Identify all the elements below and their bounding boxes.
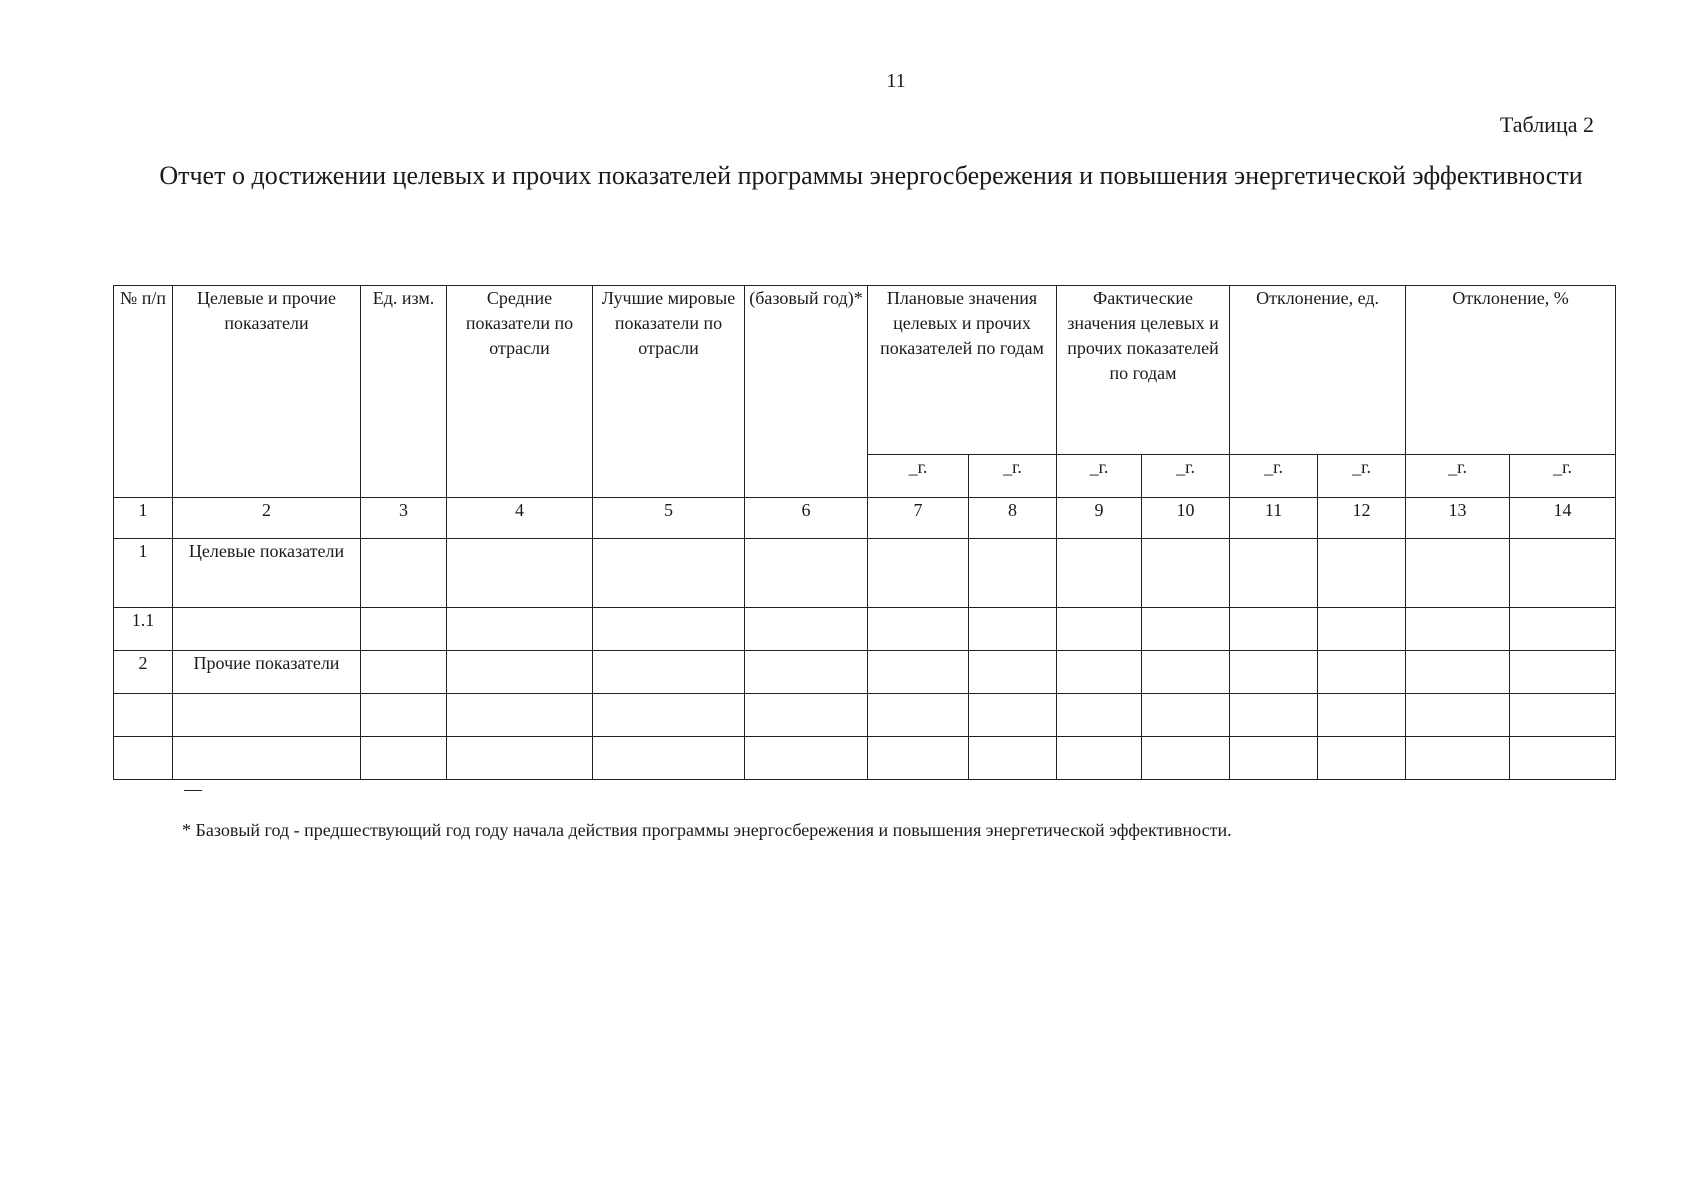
table-cell: [969, 651, 1057, 694]
column-number: 5: [593, 498, 745, 539]
column-number: 1: [114, 498, 173, 539]
table-cell: [361, 694, 447, 737]
table-cell: [1230, 608, 1318, 651]
column-number: 9: [1057, 498, 1142, 539]
report-table: [113, 285, 1616, 780]
table-cell: [1406, 737, 1510, 780]
table-cell: [745, 737, 868, 780]
page-number: 11: [886, 70, 906, 92]
column-number: 14: [1510, 498, 1616, 539]
table-cell: [593, 539, 745, 608]
table-cell: [1318, 651, 1406, 694]
table-cell: [447, 608, 593, 651]
table-cell: [593, 694, 745, 737]
table-cell: [1142, 608, 1230, 651]
table-cell: [361, 737, 447, 780]
table-cell: [1230, 694, 1318, 737]
table-row: [114, 608, 1616, 651]
column-number: 2: [173, 498, 361, 539]
header-row: [114, 286, 1616, 455]
table-cell: [745, 694, 868, 737]
table-cell: [745, 651, 868, 694]
table-cell: [361, 608, 447, 651]
year-label: _г.: [1510, 455, 1616, 498]
table-cell: [969, 608, 1057, 651]
table-cell: [1406, 608, 1510, 651]
header-average: Средние показатели по отрасли: [447, 286, 593, 498]
year-label: _г.: [1142, 455, 1230, 498]
table-cell: [1142, 737, 1230, 780]
row-name: [173, 694, 361, 737]
table-cell: [1406, 694, 1510, 737]
year-label: _г.: [1406, 455, 1510, 498]
header-base-year: (базовый год)*: [745, 286, 868, 498]
table-cell: [447, 737, 593, 780]
table-cell: [1230, 539, 1318, 608]
table-cell: [1318, 737, 1406, 780]
row-num: [114, 694, 173, 737]
table-cell: [1142, 651, 1230, 694]
table-cell: [745, 539, 868, 608]
table-cell: [1510, 694, 1616, 737]
table-row: [114, 737, 1616, 780]
column-number: 3: [361, 498, 447, 539]
footnote: * Базовый год - предшествующий год году начала действия программы энергосбережения и повышения энергетической эффективности.: [182, 820, 1232, 840]
table-cell: [1406, 651, 1510, 694]
table-cell: [969, 539, 1057, 608]
document-title: Отчет о достижении целевых и прочих показателей программы энергосбережения и повышения энергетической эффективности: [159, 161, 1583, 190]
column-number: 12: [1318, 498, 1406, 539]
table-cell: [1057, 608, 1142, 651]
table-cell: [1230, 737, 1318, 780]
table-label: Таблица 2: [1499, 112, 1594, 137]
row-num: 2: [114, 651, 173, 694]
table-cell: [868, 539, 969, 608]
header-planned: Плановые значения целевых и прочих показателей по годам: [868, 286, 1057, 455]
table-cell: [868, 651, 969, 694]
table-cell: [1142, 694, 1230, 737]
row-name: [173, 608, 361, 651]
year-label: _г.: [1230, 455, 1318, 498]
header-actual: Фактические значения целевых и прочих показателей по годам: [1057, 286, 1230, 455]
table-cell: [447, 651, 593, 694]
table-cell: [1142, 539, 1230, 608]
table-cell: [969, 737, 1057, 780]
table-cell: [1406, 539, 1510, 608]
table-cell: [868, 737, 969, 780]
year-label: _г.: [1057, 455, 1142, 498]
table-cell: [1057, 539, 1142, 608]
table-cell: [593, 651, 745, 694]
table-cell: [1510, 651, 1616, 694]
table-cell: [447, 539, 593, 608]
table-row: [114, 539, 1616, 608]
row-num: [114, 737, 173, 780]
table-cell: [868, 694, 969, 737]
year-label: _г.: [1318, 455, 1406, 498]
table-cell: [1318, 608, 1406, 651]
column-number-row: [114, 498, 1616, 539]
table-cell: [447, 694, 593, 737]
header-indicators: Целевые и прочие показатели: [173, 286, 361, 498]
footnote-separator: [184, 790, 202, 791]
row-name: Прочие показатели: [173, 651, 361, 694]
header-unit: Ед. изм.: [361, 286, 447, 498]
table-cell: [361, 539, 447, 608]
table-cell: [969, 694, 1057, 737]
year-label: _г.: [969, 455, 1057, 498]
column-number: 10: [1142, 498, 1230, 539]
header-deviation-units: Отклонение, ед.: [1230, 286, 1406, 455]
table-cell: [1510, 737, 1616, 780]
table-cell: [593, 608, 745, 651]
table-row: [114, 651, 1616, 694]
column-number: 6: [745, 498, 868, 539]
table-cell: [1510, 539, 1616, 608]
column-number: 7: [868, 498, 969, 539]
table-cell: [593, 737, 745, 780]
header-num: № п/п: [114, 286, 173, 498]
row-name: [173, 737, 361, 780]
table-cell: [1057, 737, 1142, 780]
table-cell: [1318, 694, 1406, 737]
header-best: Лучшие мировые показатели по отрасли: [593, 286, 745, 498]
table-cell: [361, 651, 447, 694]
table-row: [114, 694, 1616, 737]
table-cell: [868, 608, 969, 651]
table-cell: [1057, 651, 1142, 694]
column-number: 11: [1230, 498, 1318, 539]
table-cell: [1057, 694, 1142, 737]
column-number: 13: [1406, 498, 1510, 539]
table-cell: [1318, 539, 1406, 608]
table-cell: [1230, 651, 1318, 694]
column-number: 4: [447, 498, 593, 539]
table-cell: [1510, 608, 1616, 651]
row-num: 1: [114, 539, 173, 608]
column-number: 8: [969, 498, 1057, 539]
header-deviation-percent: Отклонение, %: [1406, 286, 1616, 455]
year-label: _г.: [868, 455, 969, 498]
table-cell: [745, 608, 868, 651]
row-name: Целевые показатели: [173, 539, 361, 608]
row-num: 1.1: [114, 608, 173, 651]
